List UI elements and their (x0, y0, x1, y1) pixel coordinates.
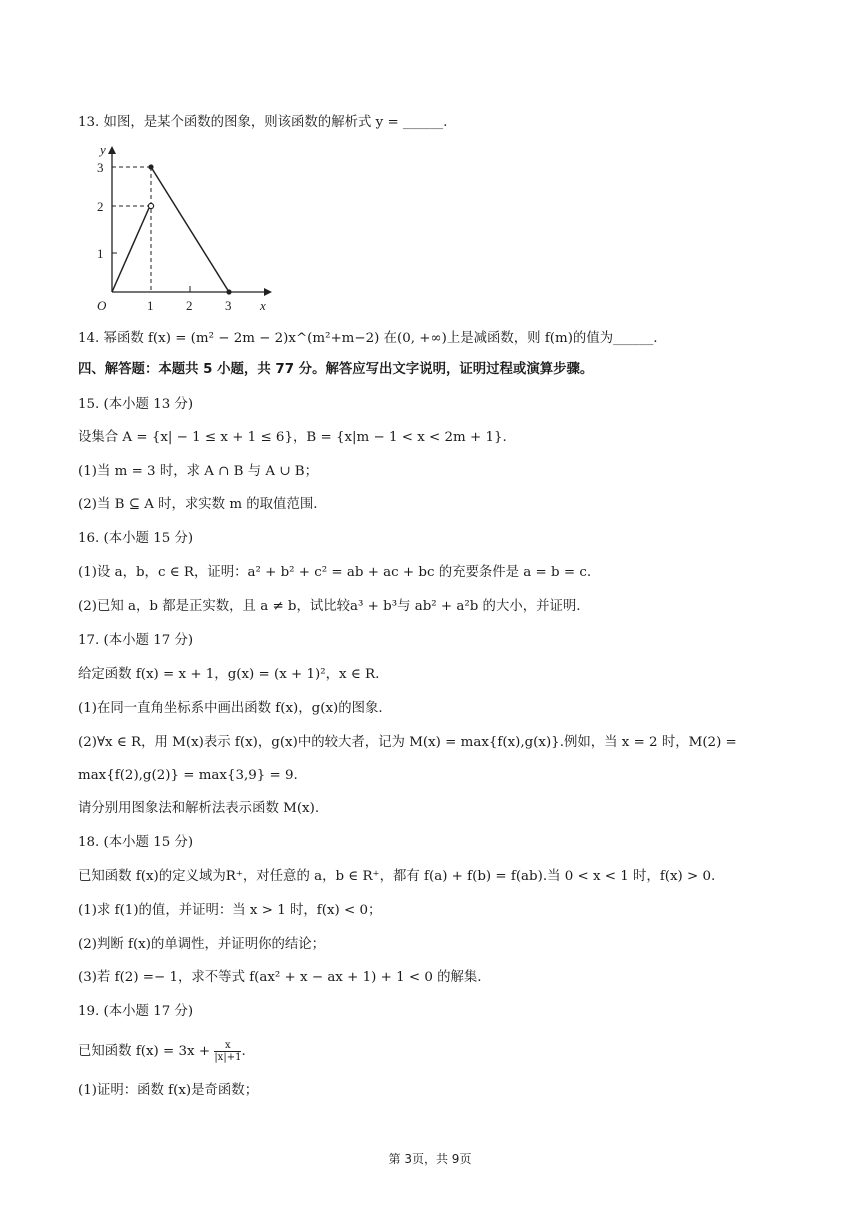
question-17-line-4: max{f(2),g(2)} = max{3,9} = 9. (78, 768, 298, 783)
open-point-1-2 (148, 203, 153, 208)
question-19-line-1-prefix: 已知函数 f(x) = 3x + (78, 1044, 215, 1059)
question-15-line-2: (1)当 m = 3 时，求 A ∩ B 与 A ∪ B； (78, 464, 319, 479)
y-axis-arrow (108, 146, 116, 154)
function-graph-figure (84, 142, 274, 314)
question-13: 13. 如图，是某个函数的图象，则该函数的解析式 y = ______. (78, 115, 448, 130)
question-18-line-4: (3)若 f(2) =− 1，求不等式 f(ax² + x − ax + 1) + 1 < 0 的解集. (78, 970, 482, 985)
question-16-line-1: (1)设 a，b，c ∈ R，证明：a² + b² + c² = ab + ac + bc 的充要条件是 a = b = c. (78, 565, 592, 580)
fraction-numerator: x (214, 1040, 241, 1052)
segment-origin-to-1-2 (112, 208, 149, 292)
y-axis-label: y (100, 142, 106, 157)
question-17-line-1: 给定函数 f(x) = x + 1，g(x) = (x + 1)²，x ∈ R. (78, 667, 380, 682)
question-18-line-3: (2)判断 f(x)的单调性，并证明你的结论； (78, 937, 326, 952)
question-15-line-3: (2)当 B ⊆ A 时，求实数 m 的取值范围. (78, 497, 318, 512)
question-19-line-1-suffix: . (241, 1044, 246, 1059)
question-18-header: 18. (本小题 15 分) (78, 835, 194, 850)
question-19-line-2: (1)证明：函数 f(x)是奇函数； (78, 1083, 259, 1098)
page-footer: 第 3页，共 9页 (388, 1152, 472, 1166)
question-17-line-5: 请分别用图象法和解析法表示函数 M(x). (78, 801, 320, 816)
question-19-header: 19. (本小题 17 分) (78, 1004, 194, 1019)
question-18-line-2: (1)求 f(1)的值，并证明：当 x > 1 时，f(x) < 0； (78, 903, 382, 918)
question-15-header: 15. (本小题 13 分) (78, 397, 194, 412)
question-16-header: 16. (本小题 15 分) (78, 531, 194, 546)
x-axis-arrow (264, 288, 272, 296)
question-14: 14. 幂函数 f(x) = (m² − 2m − 2)x^(m²+m−2) 在(0, +∞)上是减函数，则 f(m)的值为______. (78, 331, 658, 346)
question-16-line-2: (2)已知 a，b 都是正实数，且 a ≠ b，试比较a³ + b³与 ab² + a²b 的大小，并证明. (78, 599, 581, 614)
x-tick-label-3: 3 (225, 298, 232, 313)
segment-1-3-to-3-0 (151, 167, 229, 292)
question-17-line-3: (2)∀x ∈ R，用 M(x)表示 f(x)，g(x)中的较大者，记为 M(x) = max{f(x),g(x)}.例如，当 x = 2 时，M(2) = (78, 735, 737, 750)
question-15-line-1: 设集合 A = {x| − 1 ≤ x + 1 ≤ 6}，B = {x|m − 1 < x < 2m + 1}. (78, 430, 507, 445)
x-tick-label-2: 2 (186, 298, 193, 313)
x-tick-label-1: 1 (147, 298, 154, 313)
closed-point-1-3 (148, 164, 153, 169)
closed-point-3-0 (226, 289, 231, 294)
question-17-line-2: (1)在同一直角坐标系中画出函数 f(x)，g(x)的图象. (78, 701, 383, 716)
y-tick-label-3: 3 (97, 160, 104, 175)
origin-label: O (97, 298, 107, 313)
y-tick-label-2: 2 (97, 199, 104, 214)
x-axis-label: x (260, 298, 266, 313)
question-18-line-1: 已知函数 f(x)的定义域为R⁺，对任意的 a，b ∈ R⁺，都有 f(a) + f(b) = f(ab).当 0 < x < 1 时，f(x) > 0. (78, 869, 716, 884)
fraction-denominator: |x|+1 (214, 1052, 242, 1063)
question-19-line-1 (78, 1040, 246, 1063)
fraction (214, 1040, 241, 1063)
y-tick-label-1: 1 (97, 246, 104, 261)
question-17-header: 17. (本小题 17 分) (78, 633, 194, 648)
section-4-heading: 四、解答题：本题共 5 小题，共 77 分。解答应写出文字说明，证明过程或演算步骤。 (78, 362, 594, 377)
